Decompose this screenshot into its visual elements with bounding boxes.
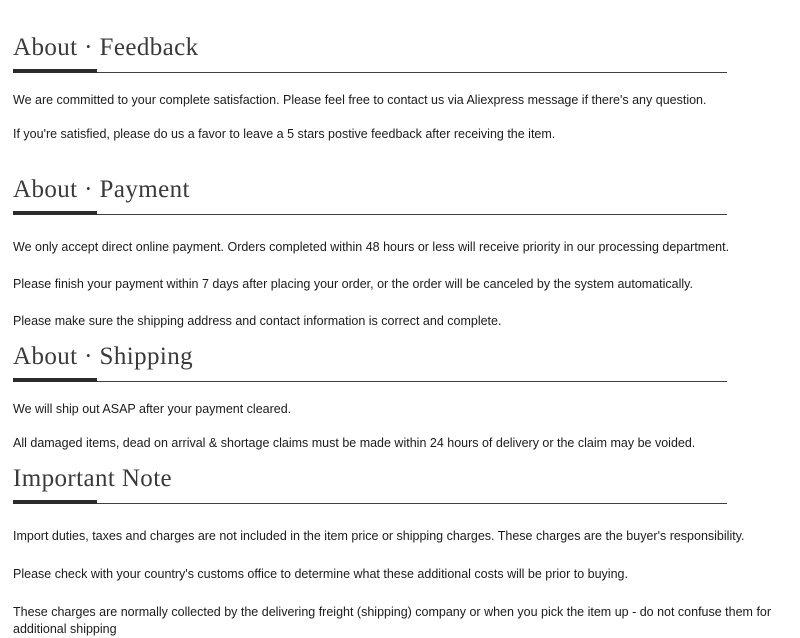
paragraph-list-payment (13, 239, 787, 330)
heading-rule-accent (13, 378, 97, 382)
section-shipping (13, 330, 787, 452)
paragraph-list-important-note (13, 528, 787, 638)
paragraph-list-feedback (13, 92, 787, 143)
paragraph: If you're satisfied, please do us a favor to leave a 5 stars postive feedback after receiving the item. (13, 127, 556, 141)
heading-rule-thin (13, 381, 727, 382)
page-title-important-note: Important Note (13, 465, 173, 492)
paragraph: We will ship out ASAP after your payment cleared. (13, 402, 292, 416)
page-title-feedback: About · Feedback (13, 34, 199, 61)
section-heading-payment (13, 175, 787, 215)
page-title-payment: About · Payment (13, 176, 190, 203)
paragraph: Import duties, taxes and charges are not included in the item price or shipping charges. These charges are the buyer's responsibility. (13, 529, 745, 543)
heading-rule-thin (13, 72, 727, 73)
paragraph: These charges are normally collected by the delivering freight (shipping) company or when you pick the item up - do not confuse them for additional shipping (13, 605, 772, 636)
section-feedback (13, 0, 787, 143)
heading-rule-accent (13, 211, 97, 215)
paragraph: Please check with your country's customs office to determine what these additional costs will be prior to buying. (13, 567, 628, 581)
section-heading-shipping (13, 342, 787, 382)
section-heading-important-note (13, 464, 787, 504)
paragraph-list-shipping (13, 401, 787, 452)
paragraph: We are committed to your complete satisfaction. Please feel free to contact us via Aliexpress message if there's any question. (13, 93, 707, 107)
paragraph: Please finish your payment within 7 days after placing your order, or the order will be canceled by the system automatically. (13, 277, 693, 291)
paragraph: All damaged items, dead on arrival & shortage claims must be made within 24 hours of delivery or the claim may be voided. (13, 436, 696, 450)
section-important-note (13, 452, 787, 638)
paragraph: We only accept direct online payment. Orders completed within 48 hours or less will receive priority in our processing department. (13, 240, 730, 254)
section-payment (13, 143, 787, 330)
page-title-shipping: About · Shipping (13, 343, 194, 370)
section-heading-feedback (13, 33, 787, 73)
paragraph: Please make sure the shipping address and contact information is correct and complete. (13, 314, 502, 328)
heading-rule-thin (13, 214, 727, 215)
heading-rule-accent (13, 500, 97, 504)
heading-rule-accent (13, 69, 97, 73)
heading-rule-thin (13, 503, 727, 504)
